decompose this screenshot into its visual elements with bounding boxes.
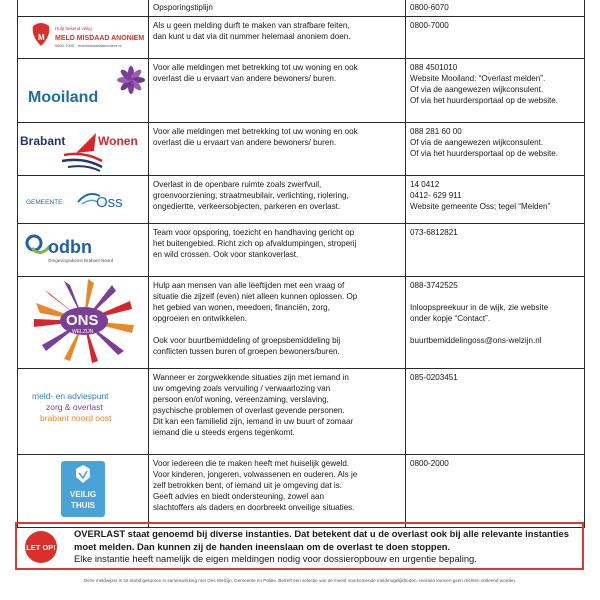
- description: Overlast in de openbare ruimte zoals zwerfvuil, groenvoorziening, straatmeubilair, verlichting, riolering, ongediertte, verkeersobjecten, parkeren en overlast.: [149, 176, 406, 224]
- contact: 088 4501010 Website Mooiland: “Overlast melden”. Of via de aangewezen wijkconsulent. Of via het huurdersportaal op de website.: [406, 59, 585, 123]
- logo-cell: [18, 224, 149, 277]
- contact: 0800-6070: [406, 0, 585, 17]
- mooiland-logo: [18, 59, 148, 119]
- svg-text:Oss: Oss: [96, 194, 123, 211]
- notice-bold: OVERLAST staat genoemd bij diverse instanties. Dat betekent dat u de overlast ook bij alle relevante instanties moet melden. Dan kunnen zij de handen ineenslaan om de overlast te doen stoppen.: [74, 528, 569, 552]
- let-op-badge: LET OP!: [25, 531, 57, 563]
- ons-welzijn-logo: [18, 277, 148, 365]
- notice-box: [15, 522, 584, 570]
- description: Opsporingstiplijn: [149, 0, 406, 17]
- table-row: [18, 123, 585, 176]
- contact: 088 281 60 00 Of via de aangewezen wijkconsulent. Of via het huurdersportaal op de website.: [406, 123, 585, 176]
- logo-cell: [18, 369, 149, 455]
- svg-text:Mooiland: Mooiland: [28, 89, 99, 106]
- svg-text:zorg & overlast: zorg & overlast: [46, 402, 103, 412]
- footer-note: Deze meldwijzer is tot stand gekomen in samenwerking met Ons Welzijn, Gemeente en Politie. Betreft een selectie van de meest voorkomende meldmogelijkheden. Hieraan kunnen geen rechten ontleend worden.: [83, 578, 517, 583]
- logo-cell: [18, 123, 149, 176]
- table-row: [18, 369, 585, 455]
- flower-icon: [117, 66, 145, 94]
- flag-icon: [76, 133, 96, 153]
- logo-cell: [18, 0, 149, 17]
- brabant-wonen-logo: [18, 123, 148, 172]
- svg-text:GEMEENTE: GEMEENTE: [26, 199, 63, 206]
- logo-cell: [18, 59, 149, 123]
- contact: 14 0412 0412- 629 911 Website gemeente Oss; tegel “Melden”: [406, 176, 585, 224]
- description: Hulp aan mensen van alle leeftijden met een vraag of situatie die zijzelf (even) niet alleen kunnen oplossen. Op het gebied van wonen, meedoen, financiën, zorg, opgroeien en ontwikkelen. Ook voor buurtbemiddeling of groepsbemiddeling bij conflicten tussen buren of groepen bewoners/buren.: [149, 277, 406, 369]
- description: Voor alle meldingen met betrekking tot uw woning en ook overlast die u ervaart van andere bewoners/ buren.: [149, 123, 406, 176]
- description: Voor alle meldingen met betrekking tot uw woning en ook overlast die u ervaart van andere bewoners/ buren.: [149, 59, 406, 123]
- svg-text:meldmisdaadanoniem.nl: meldmisdaadanoniem.nl: [78, 43, 122, 48]
- table-row: [18, 59, 585, 123]
- description: Als u geen melding durft te maken van strafbare feiten, dan kunt u dat via dit nummer helemaal anoniem doen.: [149, 17, 406, 59]
- odbn-ring-icon: [27, 236, 41, 250]
- contact: 0800-2000: [406, 455, 585, 528]
- description: Team voor opsporing, toezicht en handhaving gericht op het buitengebied. Richt zich op afvaldumpingen, stroperij en wild crossen. Ook voor stankoverlast.: [149, 224, 406, 277]
- logo-cell: [18, 176, 149, 224]
- svg-text:0800-7000: 0800-7000: [55, 43, 75, 48]
- description: Voor iedereen die te maken heeft met huiselijk geweld. Voor kinderen, jongeren, volwassenen en ouderen. Als je zelf betrokken bent, of iemand uit je omgeving dat is. Geeft advies en biedt ondersteuning, zowel aan slachtoffers als daders en doorbreekt onveilige situaties.: [149, 455, 406, 528]
- logo-cell: [18, 277, 149, 369]
- svg-text:Omgevingsdienst Brabant Noord: Omgevingsdienst Brabant Noord: [48, 258, 114, 263]
- svg-text:VEILIG: VEILIG: [69, 490, 97, 499]
- table-row: [18, 224, 585, 277]
- svg-text:ONS: ONS: [66, 312, 99, 329]
- meld-adviespunt-logo: [18, 369, 148, 451]
- gemeente-oss-logo: [18, 176, 148, 220]
- veilig-thuis-logo: [18, 455, 148, 524]
- table-row: [18, 455, 585, 528]
- logo-cell: [18, 455, 149, 528]
- svg-text:WELZIJN: WELZIJN: [72, 329, 94, 335]
- contact: 073-6812821: [406, 224, 585, 277]
- svg-text:MELD MISDAAD ANONIEM: MELD MISDAAD ANONIEM: [55, 35, 145, 42]
- odbn-logo: [18, 224, 148, 273]
- notice-regular: Elke instantie heeft namelijk de eigen meldingen nodig voor dossieropbouw en urgentie bepaling.: [74, 553, 477, 564]
- svg-text:M: M: [38, 33, 45, 42]
- description: Wanneer er zorgwekkende situaties zijn met iemand in uw omgeving zoals vervuiling / verwaarlozing van persoon en/of woning, vereenzaming, verslaving, psychische problemen of overlast gevende personen. Dit kan een familielid zijn, iemand in uw buurt of zomaar iemand die u steeds ergens tegenkomt.: [149, 369, 406, 455]
- svg-text:meld- en adviespunt: meld- en adviespunt: [32, 391, 109, 401]
- logo-cell: [18, 17, 149, 59]
- svg-text:Brabant: Brabant: [20, 134, 66, 148]
- contact: 088-3742525 Inloopspreekuur in de wijk, zie website onder kopje “Contact”. buurtbemiddelingoss@ons-welzijn.nl: [406, 277, 585, 369]
- svg-text:Wonen: Wonen: [98, 134, 138, 148]
- contact: 085-0203451: [406, 369, 585, 455]
- svg-text:Hulp bekend veilig: Hulp bekend veilig: [55, 26, 92, 31]
- meld-misdaad-anoniem-logo: [18, 17, 148, 55]
- table-row: [18, 277, 585, 369]
- table-row: [18, 176, 585, 224]
- svg-text:THUIS: THUIS: [71, 501, 95, 510]
- svg-text:brabant noord oost: brabant noord oost: [40, 413, 112, 423]
- svg-text:odbn: odbn: [48, 237, 92, 257]
- contacts-table: [17, 0, 585, 528]
- contact: 0800-7000: [406, 17, 585, 59]
- table-row: [18, 17, 585, 59]
- table-row: [18, 0, 585, 17]
- notice-text: [74, 528, 579, 566]
